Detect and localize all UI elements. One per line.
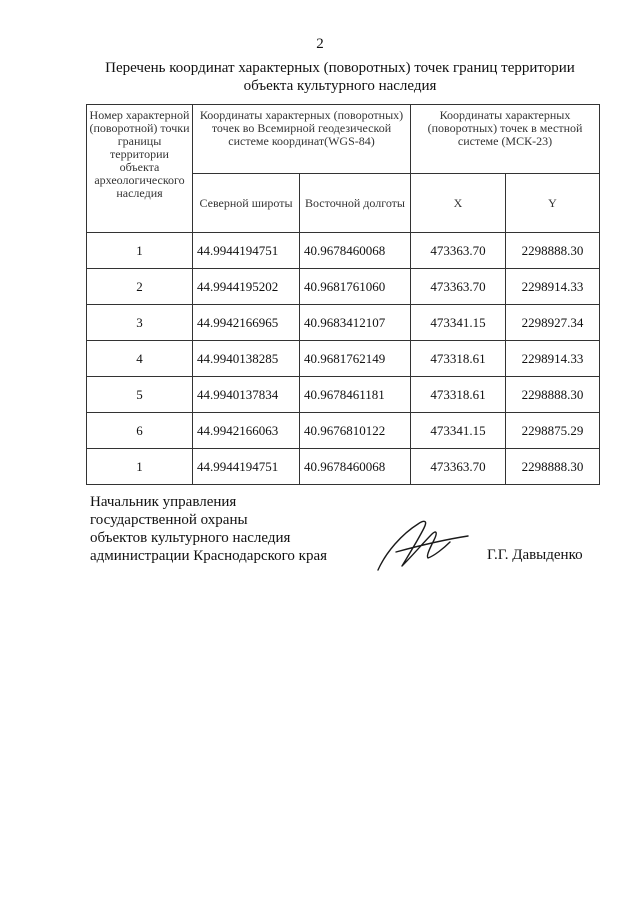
- cell-longitude: 40.9678461181: [300, 377, 411, 413]
- header-point-number: Номер характерной (поворотной) точки границы территории объекта археологического наследия: [87, 105, 193, 233]
- cell-latitude: 44.9944194751: [193, 449, 300, 485]
- cell-y: 2298888.30: [506, 233, 600, 269]
- cell-point-number: 6: [87, 413, 193, 449]
- cell-point-number: 5: [87, 377, 193, 413]
- header-y: Y: [506, 174, 600, 233]
- cell-latitude: 44.9944195202: [193, 269, 300, 305]
- cell-latitude: 44.9942166063: [193, 413, 300, 449]
- cell-y: 2298914.33: [506, 269, 600, 305]
- cell-x: 473318.61: [411, 341, 506, 377]
- cell-point-number: 1: [87, 233, 193, 269]
- table-row: [87, 341, 600, 377]
- table-row: [87, 377, 600, 413]
- cell-point-number: 1: [87, 449, 193, 485]
- cell-latitude: 44.9940138285: [193, 341, 300, 377]
- cell-y: 2298888.30: [506, 449, 600, 485]
- document-title: Перечень координат характерных (поворотных) точек границ территории объекта культурного наследия: [105, 60, 575, 94]
- cell-latitude: 44.9942166965: [193, 305, 300, 341]
- page-number: 2: [316, 36, 324, 52]
- cell-x: 473318.61: [411, 377, 506, 413]
- cell-x: 473363.70: [411, 233, 506, 269]
- table-row: [87, 269, 600, 305]
- coordinates-table: [86, 104, 600, 485]
- cell-x: 473363.70: [411, 269, 506, 305]
- signer-position-line: Начальник управления: [90, 494, 237, 510]
- cell-point-number: 4: [87, 341, 193, 377]
- cell-y: 2298927.34: [506, 305, 600, 341]
- cell-latitude: 44.9940137834: [193, 377, 300, 413]
- header-wgs-group: Координаты характерных (поворотных) точек во Всемирной геодезической системе координат(WGS-84): [193, 105, 411, 174]
- cell-longitude: 40.9683412107: [300, 305, 411, 341]
- signer-position: [90, 493, 327, 565]
- signer-position-line: государственной охраны: [90, 512, 248, 528]
- cell-x: 473341.15: [411, 305, 506, 341]
- handwritten-signature-icon: [372, 512, 472, 576]
- signer-position-line: администрации Краснодарского края: [90, 548, 328, 564]
- header-local-group: Координаты характерных (поворотных) точек в местной системе (МСК-23): [411, 105, 600, 174]
- header-longitude: Восточной долготы: [300, 174, 411, 233]
- cell-y: 2298875.29: [506, 413, 600, 449]
- cell-longitude: 40.9678460068: [300, 233, 411, 269]
- cell-y: 2298914.33: [506, 341, 600, 377]
- cell-point-number: 2: [87, 269, 193, 305]
- cell-longitude: 40.9676810122: [300, 413, 411, 449]
- cell-longitude: 40.9681762149: [300, 341, 411, 377]
- signer-position-line: объектов культурного наследия: [90, 530, 291, 546]
- table-row: [87, 305, 600, 341]
- table-row: [87, 413, 600, 449]
- cell-y: 2298888.30: [506, 377, 600, 413]
- table-row: [87, 233, 600, 269]
- cell-longitude: 40.9678460068: [300, 449, 411, 485]
- cell-x: 473341.15: [411, 413, 506, 449]
- cell-point-number: 3: [87, 305, 193, 341]
- table-row: [87, 449, 600, 485]
- cell-x: 473363.70: [411, 449, 506, 485]
- signer-name: Г.Г. Давыденко: [487, 547, 583, 563]
- header-x: X: [411, 174, 506, 233]
- cell-longitude: 40.9681761060: [300, 269, 411, 305]
- cell-latitude: 44.9944194751: [193, 233, 300, 269]
- header-latitude: Северной широты: [193, 174, 300, 233]
